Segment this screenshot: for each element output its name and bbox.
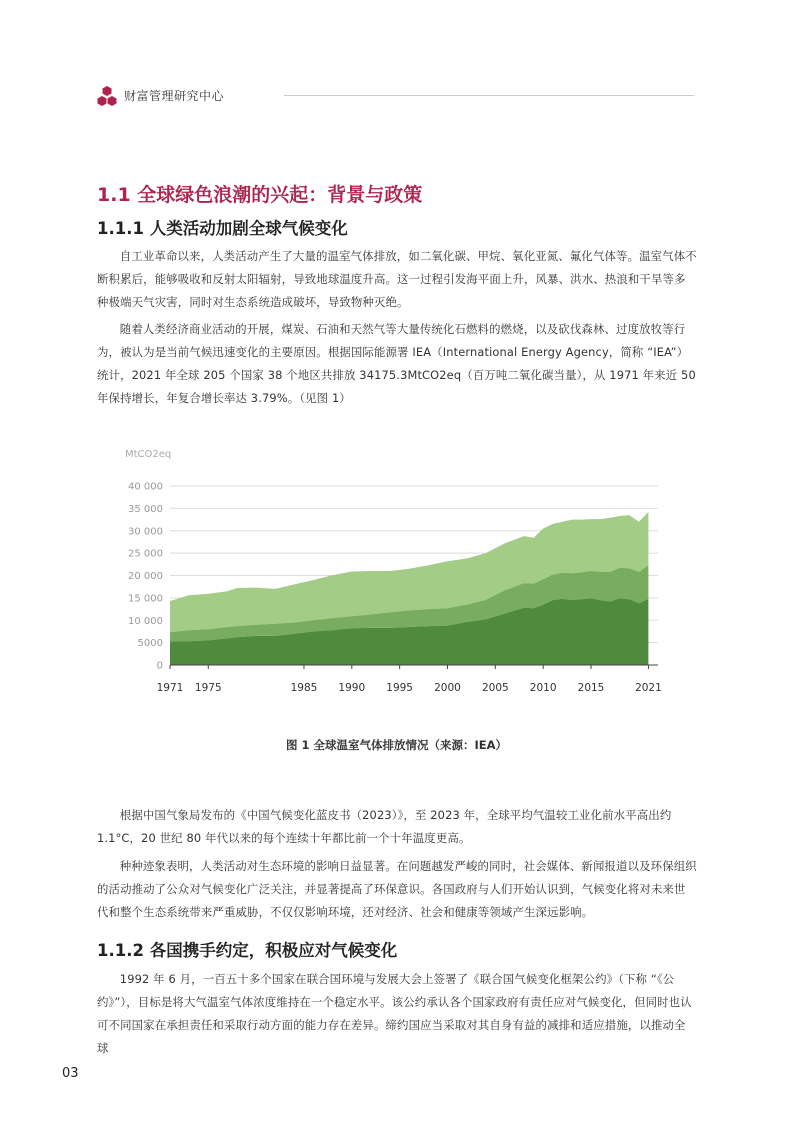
paragraph-1: 自工业革命以来，人类活动产生了大量的温室气体排放，如二氧化碳、甲烷、氧化亚氮、氟化气体等。温室气体不断积累后，能够吸收和反射太阳辐射，导致地球温度升高。这一过程引发海平面上升，风暴、洪水、热浪和干旱等多种极端天气灾害，同时对生态系统造成破坏，导致物种灭绝。 (97, 249, 697, 309)
emissions-area-chart (110, 440, 680, 710)
brand-logo-icon (97, 85, 117, 107)
y-tick-label: 5000 (137, 638, 163, 650)
x-tick-label: 1975 (194, 682, 222, 694)
subsection-title-1: 1.1.1 人类活动加剧全球气候变化 (97, 219, 348, 238)
paragraph-5: 1992 年 6 月，一百五十多个国家在联合国环境与发展大会上签署了《联合国气候变化框架公约》（下称 “《公约》”），目标是将大气温室气体浓度维持在一个稳定水平。该公约承认各个国家政府有责任应对气候变化，但同时也认可不同国家在承担责任和采取行动方面的能力存在差异。缔约国应当采取对其自身有益的减排和适应措施，以推动全球 (97, 972, 692, 1055)
x-tick-label: 1995 (386, 682, 414, 694)
y-axis-label: MtCO2eq (125, 449, 172, 460)
subsection-title-2: 1.1.2 各国携手约定，积极应对气候变化 (97, 941, 398, 960)
y-tick-label: 40 000 (128, 481, 163, 493)
x-tick-label: 2015 (577, 682, 605, 694)
y-tick-label: 25 000 (128, 548, 163, 560)
y-tick-label: 30 000 (128, 526, 163, 538)
paragraph-4: 种种迹象表明，人类活动对生态环境的影响日益显著。在问题越发严峻的同时，社会媒体、新闻报道以及环保组织的活动推动了公众对气候变化广泛关注，并显著提高了环保意识。各国政府与人们开始认识到，气候变化将对未来世代和整个生态系统带来严重威胁，不仅仅影响环境，还对经济、社会和健康等领域产生深远影响。 (97, 859, 697, 919)
page-number: 03 (62, 1066, 79, 1081)
header-divider (284, 95, 694, 96)
y-tick-label: 15 000 (128, 593, 163, 605)
y-tick-label: 20 000 (128, 571, 163, 582)
section-title: 1.1 全球绿色浪潮的兴起：背景与政策 (97, 184, 423, 206)
paragraph-2: 随着人类经济商业活动的开展，煤炭、石油和天然气等大量传统化石燃料的燃烧，以及砍伐森林、过度放牧等行为，被认为是当前气候迅速变化的主要原因。根据国际能源署 IEA（International Energy Agency，简称 “IEA”）统计，2021 年全球 205 个国家 38 个地区共排放 34175.3MtCO2eq（百万吨二氧化碳当量），从 1971 年来近 50 年保持增长，年复合增长率达 3.79%。（见图 1） (97, 322, 696, 405)
paragraph-3: 根据中国气象局发布的《中国气候变化蓝皮书（2023）》，至 2023 年，全球平均气温较工业化前水平高出约 1.1°C，20 世纪 80 年代以来的每个连续十年都比前一个十年温度更高。 (97, 808, 672, 845)
x-tick-label: 1985 (290, 682, 318, 694)
x-tick-label: 2010 (529, 682, 557, 694)
brand-name: 财富管理研究中心 (124, 89, 225, 103)
figure-caption: 图 1 全球温室气体排放情况（来源：IEA） (285, 738, 508, 752)
y-tick-label: 10 000 (128, 615, 163, 627)
page-header (97, 85, 697, 107)
x-tick-label: 2000 (434, 682, 461, 694)
x-tick-label: 1990 (338, 682, 366, 694)
x-tick-label: 1971 (156, 682, 184, 694)
y-tick-label: 0 (156, 660, 163, 672)
y-tick-label: 35 000 (128, 503, 163, 515)
x-tick-label: 2021 (635, 682, 662, 694)
x-tick-label: 2005 (481, 682, 509, 694)
